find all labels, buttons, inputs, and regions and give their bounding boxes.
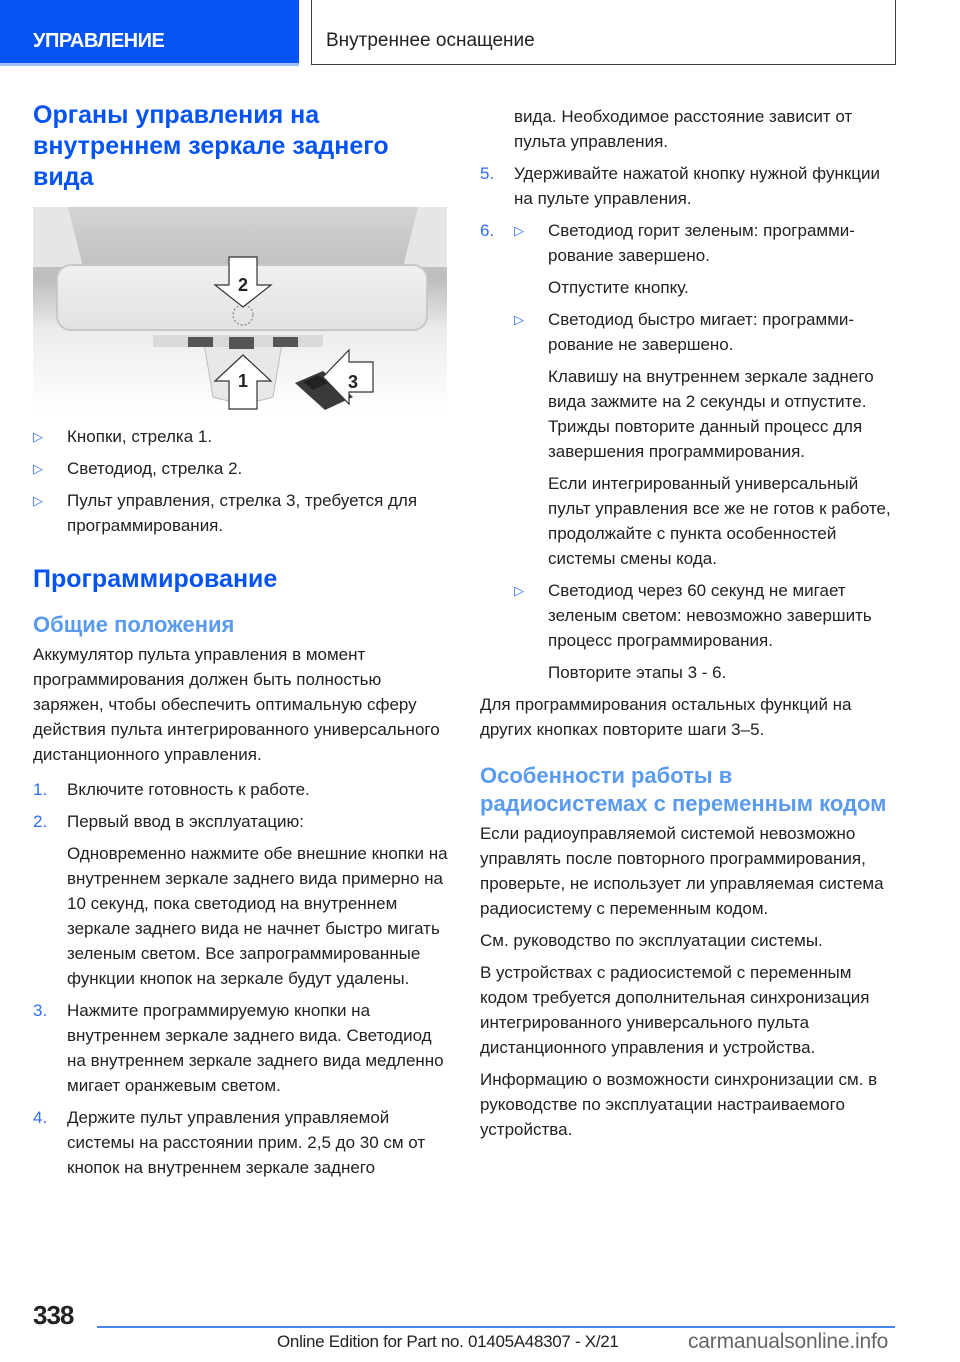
edition-text: Online Edition for Part no. 01405A48307 - X/21: [277, 1332, 619, 1351]
svg-text:1: 1: [237, 371, 249, 391]
step-detail-text: Одновременно нажмите обе внешние кнопки на внутреннем зеркале заднего вида примерно на 10 секунд, пока светодиод на внутреннем зеркале заднего вида не начнет быстро мигать зеленым светом. Все запрограммированные функции кнопок на зеркале будут удалены.: [67, 844, 448, 988]
case-detail-text: Если интегрированный универсальный пульт управления все же не готов к работе, продолжайте с пункта особенностей системы смены кода.: [548, 474, 891, 568]
case-detail: [480, 471, 900, 571]
step-item: [480, 161, 900, 211]
triangle-bullet-icon: ▷: [33, 429, 43, 444]
general-heading: Общие положения: [33, 612, 235, 637]
after-steps-paragraph: Для программирования остальных функций на других кнопках повторите шаги 3–5.: [480, 695, 852, 739]
step-detail: [33, 841, 453, 991]
step-number: 1.: [33, 780, 48, 799]
step-number: 3.: [33, 1001, 48, 1020]
list-item-text: Светодиод, стрелка 2.: [67, 459, 243, 478]
step-number: 4.: [33, 1108, 48, 1127]
step-item: [33, 777, 453, 802]
list-item: [33, 424, 453, 449]
step-item: [33, 998, 453, 1098]
svg-text:3: 3: [347, 372, 359, 392]
step-text: Первый ввод в эксплуатацию:: [67, 812, 305, 831]
step-text: Удерживайте нажатой кнопку нужной функции на пульте управления.: [514, 164, 880, 208]
mirror-figure: [33, 207, 447, 412]
case-text: Светодиод быстро мигает: программирование не завершено.: [548, 310, 855, 354]
rolling-paragraph: В устройствах с радиосистемой с переменным кодом требуется дополнительная синхронизация интегрированного универсального пульта дистанционного управления и устройства.: [480, 963, 870, 1057]
case-detail: [480, 275, 900, 300]
triangle-bullet-icon: ▷: [514, 312, 524, 327]
watermark[interactable]: carmanualsonline.info: [688, 1330, 889, 1353]
step-text: Держите пульт управления управляемой системы на расстоянии прим. 2,5 до 30 см от кнопок на внутреннем зеркале заднего: [67, 1108, 426, 1177]
list-item: [33, 488, 453, 538]
section-title: УПРАВЛЕНИЕ: [33, 30, 165, 52]
case-text: Светодиод через 60 секунд не мигает зеленым светом: невозможно завершить процесс программирования.: [548, 581, 872, 650]
step-continuation: [480, 104, 900, 154]
triangle-bullet-icon: ▷: [33, 493, 43, 508]
step-number: 6.: [480, 221, 495, 240]
case-text: Светодиод горит зеленым: программирование завершено.: [548, 221, 855, 265]
case-detail-text: Повторите этапы 3 - 6.: [548, 663, 727, 682]
triangle-bullet-icon: ▷: [514, 583, 524, 598]
rolling-paragraph: Информацию о возможности синхронизации см. в руководстве по эксплуатации настраиваемого устройства.: [480, 1070, 878, 1139]
right-column: [480, 104, 900, 1142]
step-text: вида. Необходимое расстояние зависит от пульта управления.: [514, 107, 853, 151]
list-item-text: Кнопки, стрелка 1.: [67, 427, 213, 446]
section-tab: [0, 0, 299, 65]
left-column: [33, 100, 453, 1180]
step-item: [33, 1105, 453, 1180]
triangle-bullet-icon: ▷: [514, 223, 524, 238]
step-number: 2.: [33, 812, 48, 831]
rolling-paragraph: Если радиоуправляемой системой невозможно управлять после повторного программирования, проверьте, не использует ли управляемая система радиосистему с переменным кодом.: [480, 824, 884, 918]
rolling-paragraph: См. руководство по эксплуатации системы.: [480, 931, 823, 950]
list-item: [33, 456, 453, 481]
case-detail-text: Клавишу на внутреннем зеркале заднего вида зажмите на 2 секунды и отпустите. Трижды повторите данный процесс для завершения программирования.: [548, 367, 874, 461]
step-text: Нажмите программируемую кнопки на внутреннем зеркале заднего вида. Светодиод на внутреннем зеркале заднего вида медленно мигает оранжевым светом.: [67, 1001, 444, 1095]
general-paragraph: Аккумулятор пульта управления в момент программирования должен быть полностью заряжен, чтобы обеспечить оптимальную сферу действия пульта интегрированного универсального дистанционного управления.: [33, 645, 440, 764]
chapter-box: [311, 0, 896, 65]
title-line: внутреннем зеркале заднего: [33, 132, 389, 160]
step-item: [33, 809, 453, 834]
step-text: Включите готовность к работе.: [67, 780, 310, 799]
case-detail: [480, 660, 900, 685]
rolling-code-heading: Особенности работы в радиосистемах с переменным кодом: [480, 763, 887, 816]
case-detail-text: Отпустите кнопку.: [548, 278, 689, 297]
case-item: [480, 578, 900, 653]
step-item: [480, 218, 900, 268]
programming-heading: Программирование: [33, 565, 278, 593]
steps-list: [33, 777, 453, 1180]
case-item: [480, 307, 900, 357]
chapter-title: Внутреннее оснащение: [326, 30, 535, 51]
svg-text:2: 2: [237, 275, 249, 295]
title-line: Органы управления на: [33, 101, 320, 129]
title-line: вида: [33, 163, 94, 191]
footer-divider: [97, 1326, 895, 1328]
section-tab-underline: [0, 63, 299, 66]
mirror-illustration-icon: [33, 207, 447, 412]
triangle-bullet-icon: ▷: [33, 461, 43, 476]
page-title: [33, 100, 453, 193]
list-item-text: Пульт управления, стрелка 3, требуется для программирования.: [67, 491, 418, 535]
figure-legend: [33, 424, 453, 538]
case-detail: [480, 364, 900, 464]
step-number: 5.: [480, 164, 495, 183]
page-number: 338: [33, 1300, 74, 1330]
